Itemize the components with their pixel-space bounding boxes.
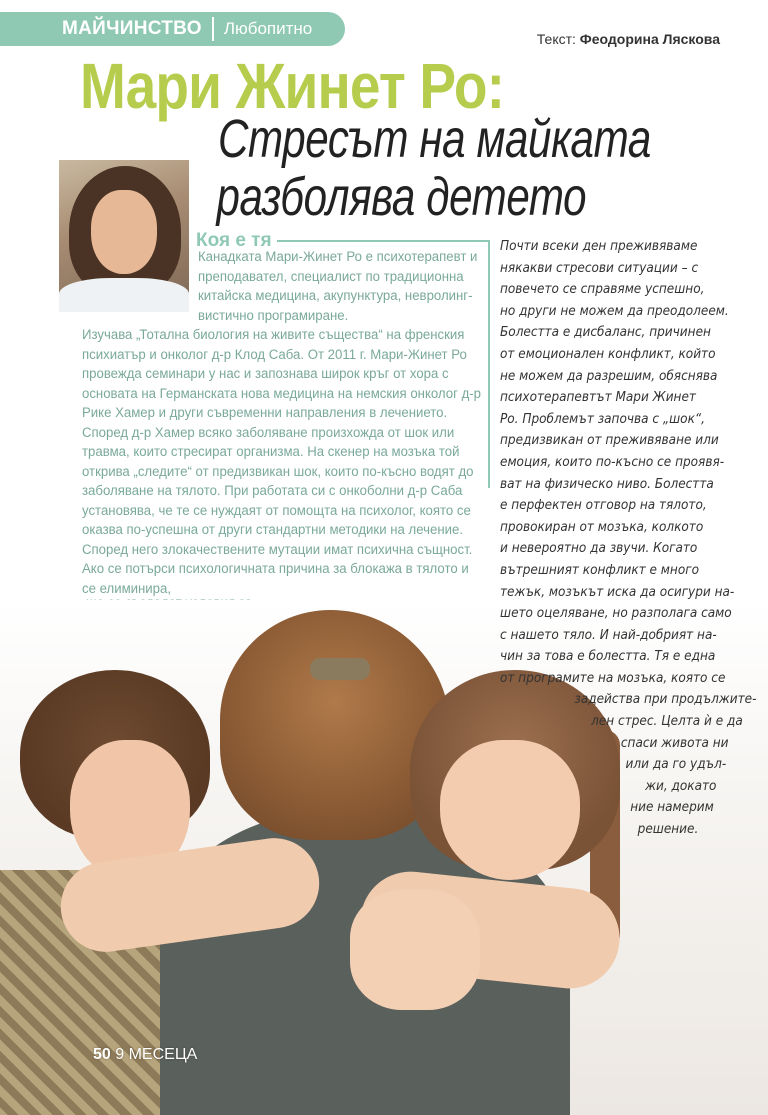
section-divider [212, 17, 214, 41]
body-line: и невероятно да звучи. Когато [500, 541, 698, 557]
body-line: повечето се справяме успешно, [500, 282, 705, 298]
body-line: ват на физическо ниво. Болестта [500, 476, 714, 492]
byline [537, 31, 720, 47]
subsection-label: Любопитно [223, 19, 313, 38]
magazine-name: 9 МЕСЕЦА [115, 1046, 198, 1063]
section-header [0, 12, 345, 46]
who-box-heading: Коя е тя [196, 230, 272, 251]
body-line: Почти всеки ден преживяваме [500, 239, 698, 254]
page-folio [93, 1046, 197, 1064]
body-line: жи, докато [645, 778, 717, 794]
who-box-paragraph-2: Изучава „Тотална биология на живите същества“ на френския психиатър и онколог д-р Клод Саба. От 2011 г. Мари-Жинет Ро провежда семинари у нас и запознава широк кръг от хора с основата на Германската нова медицина на немския онколог д-р Рике Хамер и други съвременни направления в лечението. Според д-р Хамер всяко заболяване произхожда от шок или травма, които стресират организма. На скенер на мозъка той открива „следите“ от предизвикан шок, които по-късно водят до заболяване на тялото. При работата си с онкоболни д-р Саба установява, че те се нуждаят от помощта на психолог, която се оказва по-успешна от други стандартни методики на лечение. Според него злокачествените мутации имат психична същност. Ако се потърси психологичната причина за блокажа в тялото и се елиминира, [82, 327, 482, 597]
photo-scrunchie [310, 658, 370, 680]
body-line: лен стрес. Целта ѝ е да [591, 714, 743, 730]
body-line: не можем да разрешим, обяснява [500, 368, 718, 384]
body-line: от програмите на мозъка, която се [500, 670, 726, 686]
article-subtitle [218, 110, 651, 226]
portrait-face [91, 190, 157, 274]
portrait-shirt [59, 278, 189, 312]
who-box-rule-vertical [488, 240, 490, 488]
body-line: някакви стресови ситуации – с [500, 260, 699, 276]
body-line: но други не можем да преодолеем. [500, 303, 729, 319]
section-label: МАЙЧИНСТВО [62, 18, 202, 39]
article-title: Мари Жинет Ро: [80, 50, 505, 122]
who-box-rule-horizontal [277, 240, 490, 242]
subtitle-line-1: Стресът на майката [218, 109, 651, 169]
byline-label: Текст: [536, 31, 576, 47]
body-line: Ро. Проблемът започва с „шок“, [500, 411, 705, 427]
body-line: с нашето тяло. И най-добрият на- [500, 627, 717, 643]
body-line: предизвикан от преживяване или [500, 433, 719, 449]
body-line: решение. [637, 822, 699, 838]
body-line: тежък, мозъкът иска да осигури на- [500, 584, 735, 600]
body-line: шето оцеляване, но разполага само [500, 606, 732, 622]
body-line: от емоционален конфликт, който [500, 346, 716, 362]
photo-hand [350, 890, 480, 1010]
body-line: провокиран от мозъка, колкото [500, 519, 704, 535]
byline-author: Феодорина Ляскова [579, 31, 720, 47]
body-line: спаси живота ни [620, 735, 729, 751]
page-number: 50 [93, 1046, 111, 1063]
body-line: емоция, които по-късно се проявя- [500, 454, 725, 470]
body-line: е перфектен отговор на тялото, [500, 498, 707, 514]
body-line: задейства при продължите- [574, 692, 757, 708]
body-line: психотерапевтът Мари Жинет [500, 390, 696, 406]
body-line: или да го удъл- [625, 757, 727, 773]
subtitle-line-2: разболява детето [216, 167, 587, 227]
body-line: Болестта е дисбаланс, причинен [500, 325, 711, 341]
who-box-paragraph-1: Канадката Мари-Жинет Ро е психотерапевт и преподавател, специалист по традиционна китайска медицина, акупунктура, невролинг-вистично програмиране. [198, 249, 478, 324]
body-line: чин за това е болестта. Тя е една [500, 649, 716, 665]
body-line: вътрешният конфликт е много [500, 562, 699, 578]
body-line: ние намерим [630, 800, 714, 816]
article-body [500, 236, 757, 841]
author-portrait [59, 160, 189, 312]
